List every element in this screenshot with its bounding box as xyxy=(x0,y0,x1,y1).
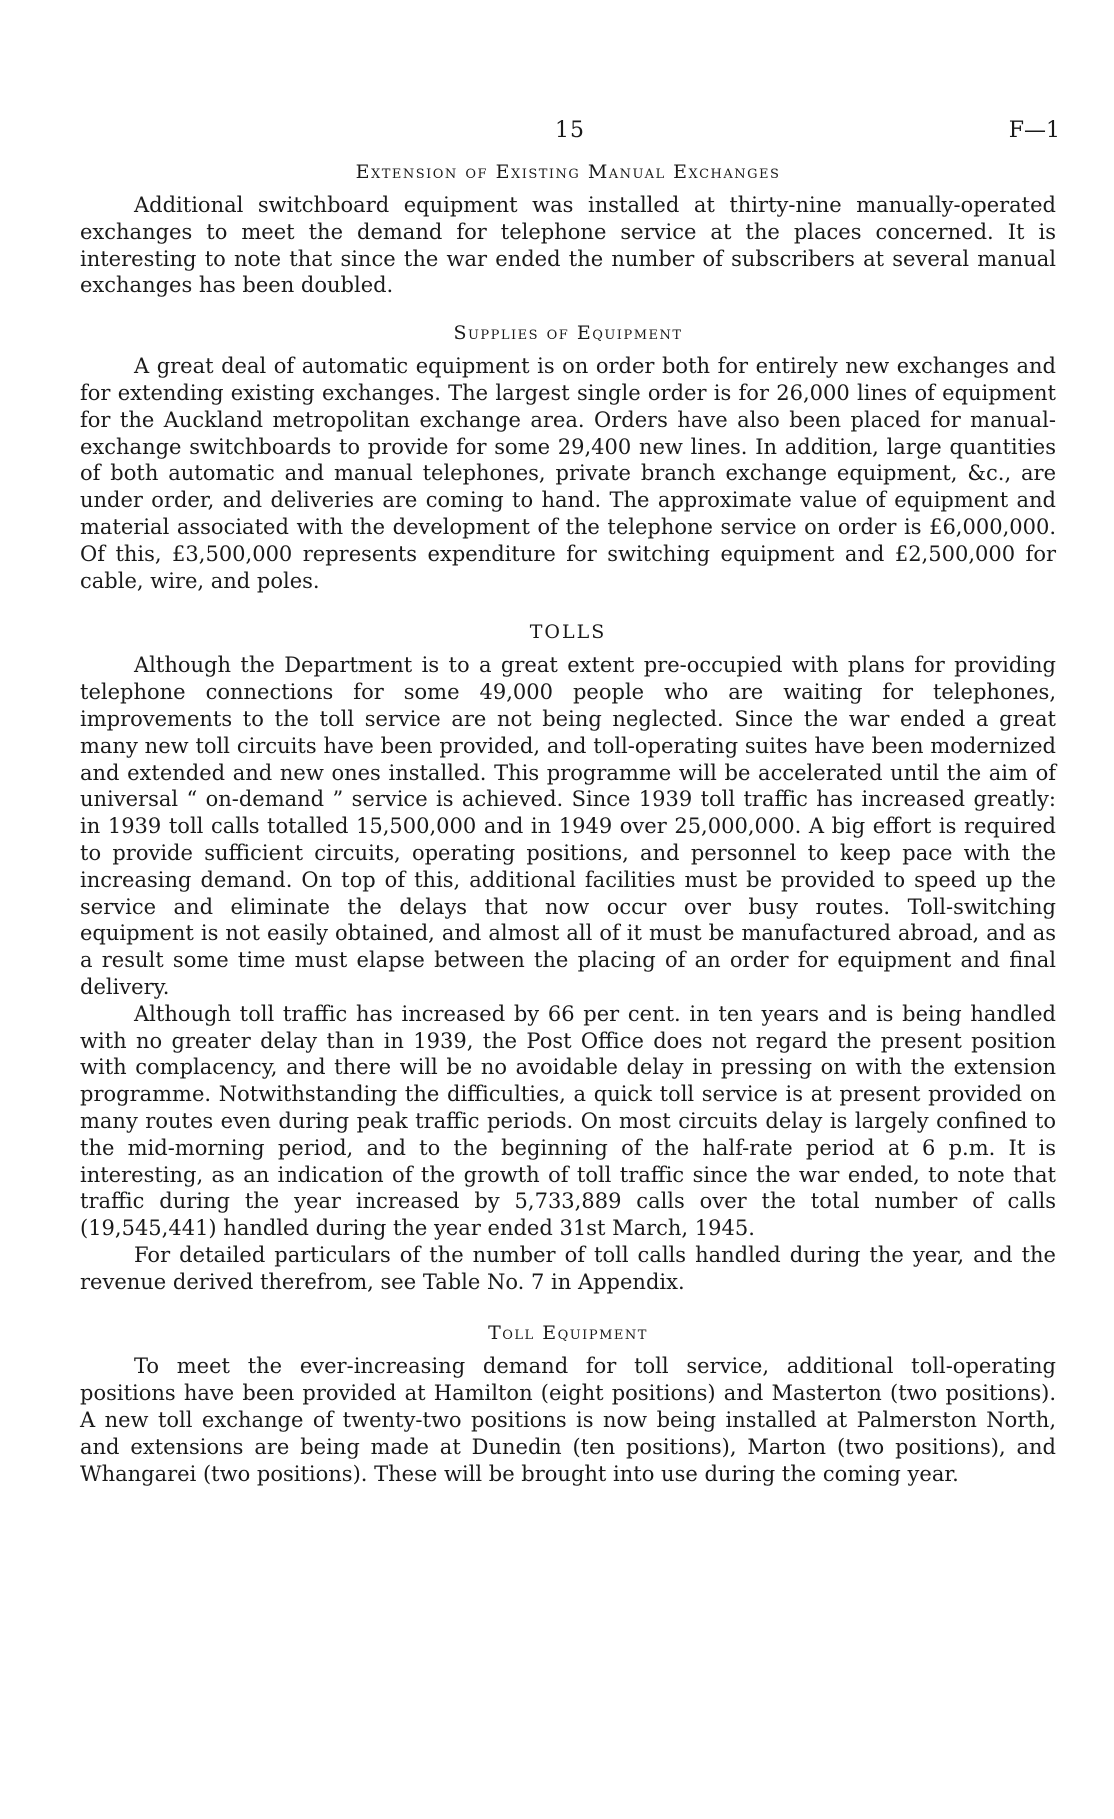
paragraph: Additional switchboard equipment was installed at thirty-nine manually-operated exchanges to meet the demand for telephone service at the places concerned. It is interesting to note that since the war ended the number of subscribers at several manual exchanges has been doubled. xyxy=(80,193,1056,298)
page-body xyxy=(80,160,1056,1487)
paragraph: Although toll traffic has increased by 66 per cent. in ten years and is being handled with no greater delay than in 1939, the Post Office does not regard the present position with complacency, and there will be no avoidable delay in pressing on with the extension programme. Notwithstanding the difficulties, a quick toll service is at present provided on many routes even during peak traffic periods. On most circuits delay is largely confined to the mid-morning period, and to the beginning of the half-rate period at 6 p.m. It is interesting, as an indication of the growth of toll traffic since the war ended, to note that traffic during the year increased by 5,733,889 calls over the total number of calls (19,545,441) handled during the year ended 31st March, 1945. xyxy=(80,1001,1056,1241)
paragraph: A great deal of automatic equipment is on order both for entirely new exchanges and for extending existing exchanges. The largest single order is for 26,000 lines of equipment for the Auckland metropolitan exchange area. Orders have also been placed for manual-exchange switchboards to provide for some 29,400 new lines. In addition, large quantities of both automatic and manual telephones, private branch exchange equipment, &c., are under order, and deliveries are coming to hand. The approximate value of equipment and material associated with the development of the telephone service on order is £6,000,000. Of this, £3,500,000 represents expenditure for switching equipment and £2,500,000 for cable, wire, and poles. xyxy=(80,354,1056,593)
section-extension-manual-exchanges xyxy=(80,160,1056,299)
section-heading: TOLLS xyxy=(529,621,607,644)
section-supplies-of-equipment xyxy=(80,321,1056,594)
section-heading: Extension of Existing Manual Exchanges xyxy=(355,161,781,183)
paragraph: Although the Department is to a great extent pre-occupied with plans for providing telephone connections for some 49,000 people who are waiting for telephones, improvements to the toll service are not being neglected. Since the war ended a great many new toll circuits have been provided, and toll-operating suites have been modernized and extended and new ones installed. This programme will be accelerated until the aim of universal “ on-demand ” service is achieved. Since 1939 toll traffic has increased greatly: in 1939 toll calls totalled 15,500,000 and in 1949 over 25,000,000. A big effort is required to provide sufficient circuits, operating positions, and personnel to keep pace with the increasing demand. On top of this, additional facilities must be provided to speed up the service and eliminate the delays that now occur over busy routes. Toll-switching equipment is not easily obtained, and almost all of it must be manufactured abroad, and as a result some time must elapse between the placing of an order for equipment and final delivery. xyxy=(80,653,1056,999)
section-tolls xyxy=(80,620,1056,1295)
section-heading: Supplies of Equipment xyxy=(453,322,683,345)
section-toll-equipment xyxy=(80,1321,1056,1487)
section-heading: Toll Equipment xyxy=(488,1322,648,1345)
paragraph: For detailed particulars of the number of toll calls handled during the year, and the revenue derived therefrom, see Table No. 7 in Appendix. xyxy=(80,1242,1056,1294)
page-header xyxy=(80,118,1060,148)
page-number: 15 xyxy=(555,118,585,143)
paragraph: To meet the ever-increasing demand for toll service, additional toll-operating positions have been provided at Hamilton (eight positions) and Masterton (two positions). A new toll exchange of twenty-two positions is now being installed at Palmerston North, and extensions are being made at Dunedin (ten positions), Marton (two positions), and Whangarei (two positions). These will be brought into use during the coming year. xyxy=(80,1354,1056,1486)
document-reference: F—1 xyxy=(1008,118,1060,143)
